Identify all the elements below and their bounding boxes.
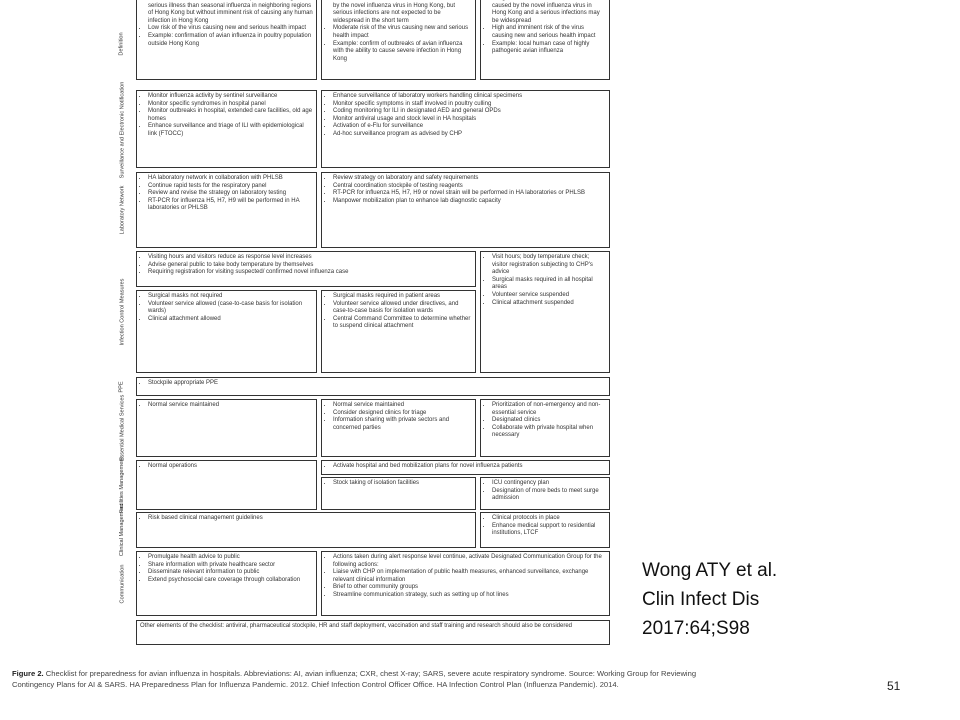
facilities-cell-1: • Normal operations <box>136 460 317 510</box>
clinical-cell-1: • Risk based clinical management guidelines <box>136 512 476 548</box>
row-label-clinical: Clinical Management <box>119 503 126 557</box>
facilities-cell-wide: • Activate hospital and bed mobilization plans for novel influenza patients <box>321 460 610 475</box>
facilities-cell-2: • Stock taking of isolation facilities <box>321 477 476 510</box>
surveillance-cell-1: • Monitor influenza activity by sentinel surveillance • Monitor specific syndromes in hospital panel • Monitor outbreaks in hospital, extended care facilities, old age homes • Enhance surveillance and triage of ILI with epidemiological link (FTOCC) <box>136 90 317 168</box>
row-label-essential-services: Essential Medical Services <box>119 394 125 462</box>
laboratory-cell-1: • HA laboratory network in collaboration with PHLSB • Continue rapid tests for the respiratory panel • Review and revise the strategy on laboratory testing • RT-PCR for influenza H5, H7, H9 will be performed in HA laboratories or PHLSB <box>136 172 317 248</box>
page-number: 51 <box>887 679 901 693</box>
row-label-laboratory: Laboratory Network <box>119 185 125 235</box>
citation-authors: Wong ATY et al. <box>642 560 778 581</box>
row-label-surveillance: Surveillance and Electronic Notification <box>119 81 126 179</box>
figure-caption <box>12 668 702 690</box>
infection-control-cell-1: • Surgical masks not required • Volunteer service allowed (case-to-case basis for isolation wards) • Clinical attachment allowed <box>136 290 317 373</box>
definition-cell-2: • by the novel influenza virus in Hong Kong, but serious infections are not expected to be widespread in the short term • Moderate risk of the virus causing new and serious health impact • Example: confirm of outbreaks of avian influenza with the ability to cause severe infection in Hong Kong <box>321 0 476 80</box>
surveillance-cell-2: • Enhance surveillance of laboratory workers handling clinical specimens • Monitor specific symptoms in staff involved in poultry culling • Coding monitoring for ILI in designated AED and general OPDs • Monitor antiviral usage and stock level in HA hospitals • Activation of e-Flu for surveillance • Ad-hoc surveillance program as advised by CHP <box>321 90 610 168</box>
caption-text: Checklist for preparedness for avian influenza in hospitals. Abbreviations: AI, avian influenza; CXR, chest X-ray; SARS, severe acute respiratory syndrome. Source: Working Group for Reviewing Contingency Plans for AI & SARS. HA Preparedness Plan for Influenza Pandemic. 2012. Chief Infection Control Officer Office. HA Infection Control Plan (Influenza Pandemic). 2014. <box>12 669 697 689</box>
other-elements-box: Other elements of the checklist: antiviral, pharmaceutical stockpile, HR and staff deployment, vaccination and staff training and research should also be considered <box>136 620 610 645</box>
infection-control-cell-top: • Visiting hours and visitors reduce as response level increases • Advise general public to take body temperature by themselves • Requiring registration for visiting suspected/ confirmed novel influenza case <box>136 251 476 287</box>
essential-services-cell-3: • Prioritization of non-emergency and non-essential service • Designated clinics • Collaborate with private hospital when necessary <box>480 399 610 457</box>
row-label-communication: Communication <box>119 564 125 603</box>
infection-control-cell-2: • Surgical masks required in patient areas • Volunteer service allowed under directives, and case-to-case basis for isolation wards • Central Command Committee to determine whether to suspend clinical attachment <box>321 290 476 373</box>
row-label-infection-control: Infection Control Measures <box>119 278 126 346</box>
row-label-facilities: Facilities Management <box>119 457 125 513</box>
communication-cell-1: • Promulgate health advice to public • Share information with private healthcare sector • Disseminate relevant information to public • Extend psychosocial care coverage through collaboration <box>136 551 317 616</box>
facilities-cell-3: • ICU contingency plan • Designation of more beds to meet surge admission <box>480 477 610 510</box>
checklist-figure <box>108 0 613 650</box>
clinical-cell-2: • Clinical protocols in place • Enhance medical support to residential institutions, LTCF <box>480 512 610 548</box>
citation <box>642 556 777 643</box>
essential-services-cell-2: • Normal service maintained • Consider designed clinics for triage • Information sharing with private sectors and concerned parties <box>321 399 476 457</box>
ppe-cell: • Stockpile appropriate PPE <box>136 377 610 396</box>
definition-cell-1: • serious illness than seasonal influenza in neighboring regions of Hong Kong but without imminent risk of causing any human infection in Hong Kong • Low risk of the virus causing new and serious health impact • Example: confirmation of avian influenza in poultry population outside Hong Kong <box>136 0 317 80</box>
citation-volume: 2017:64;S98 <box>642 618 750 639</box>
citation-journal: Clin Infect Dis <box>642 589 760 610</box>
communication-cell-2: • Actions taken during alert response level continue, activate Designated Communication Group for the following actions: • Liaise with CHP on implementation of public health measures, enhanced surveillance, exchange relevant clinical information • Brief to other community groups • Streamline communication strategy, such as setting up of hot lines <box>321 551 610 616</box>
row-label-ppe: PPE <box>118 380 125 393</box>
essential-services-cell-1: • Normal service maintained <box>136 399 317 457</box>
row-label-definition: Definition <box>118 32 125 56</box>
caption-label: Figure 2. <box>12 669 44 678</box>
definition-cell-3: • caused by the novel influenza virus in Hong Kong and a serious infections may be widespread • High and imminent risk of the virus causing new and serious health impact • Example: local human case of highly pathogenic avian influenza <box>480 0 610 80</box>
infection-control-cell-right: • Visit hours; body temperature check; visitor registration subjecting to CHP's advice • Surgical masks required in all hospital areas • Volunteer service suspended • Clinical attachment suspended <box>480 251 610 373</box>
laboratory-cell-2: • Review strategy on laboratory and safety requirements • Central coordination stockpile of testing reagents • RT-PCR for influenza H5, H7, H9 or novel strain will be performed in HA laboratories or PHLSB • Manpower mobilization plan to enhance lab diagnostic capacity <box>321 172 610 248</box>
